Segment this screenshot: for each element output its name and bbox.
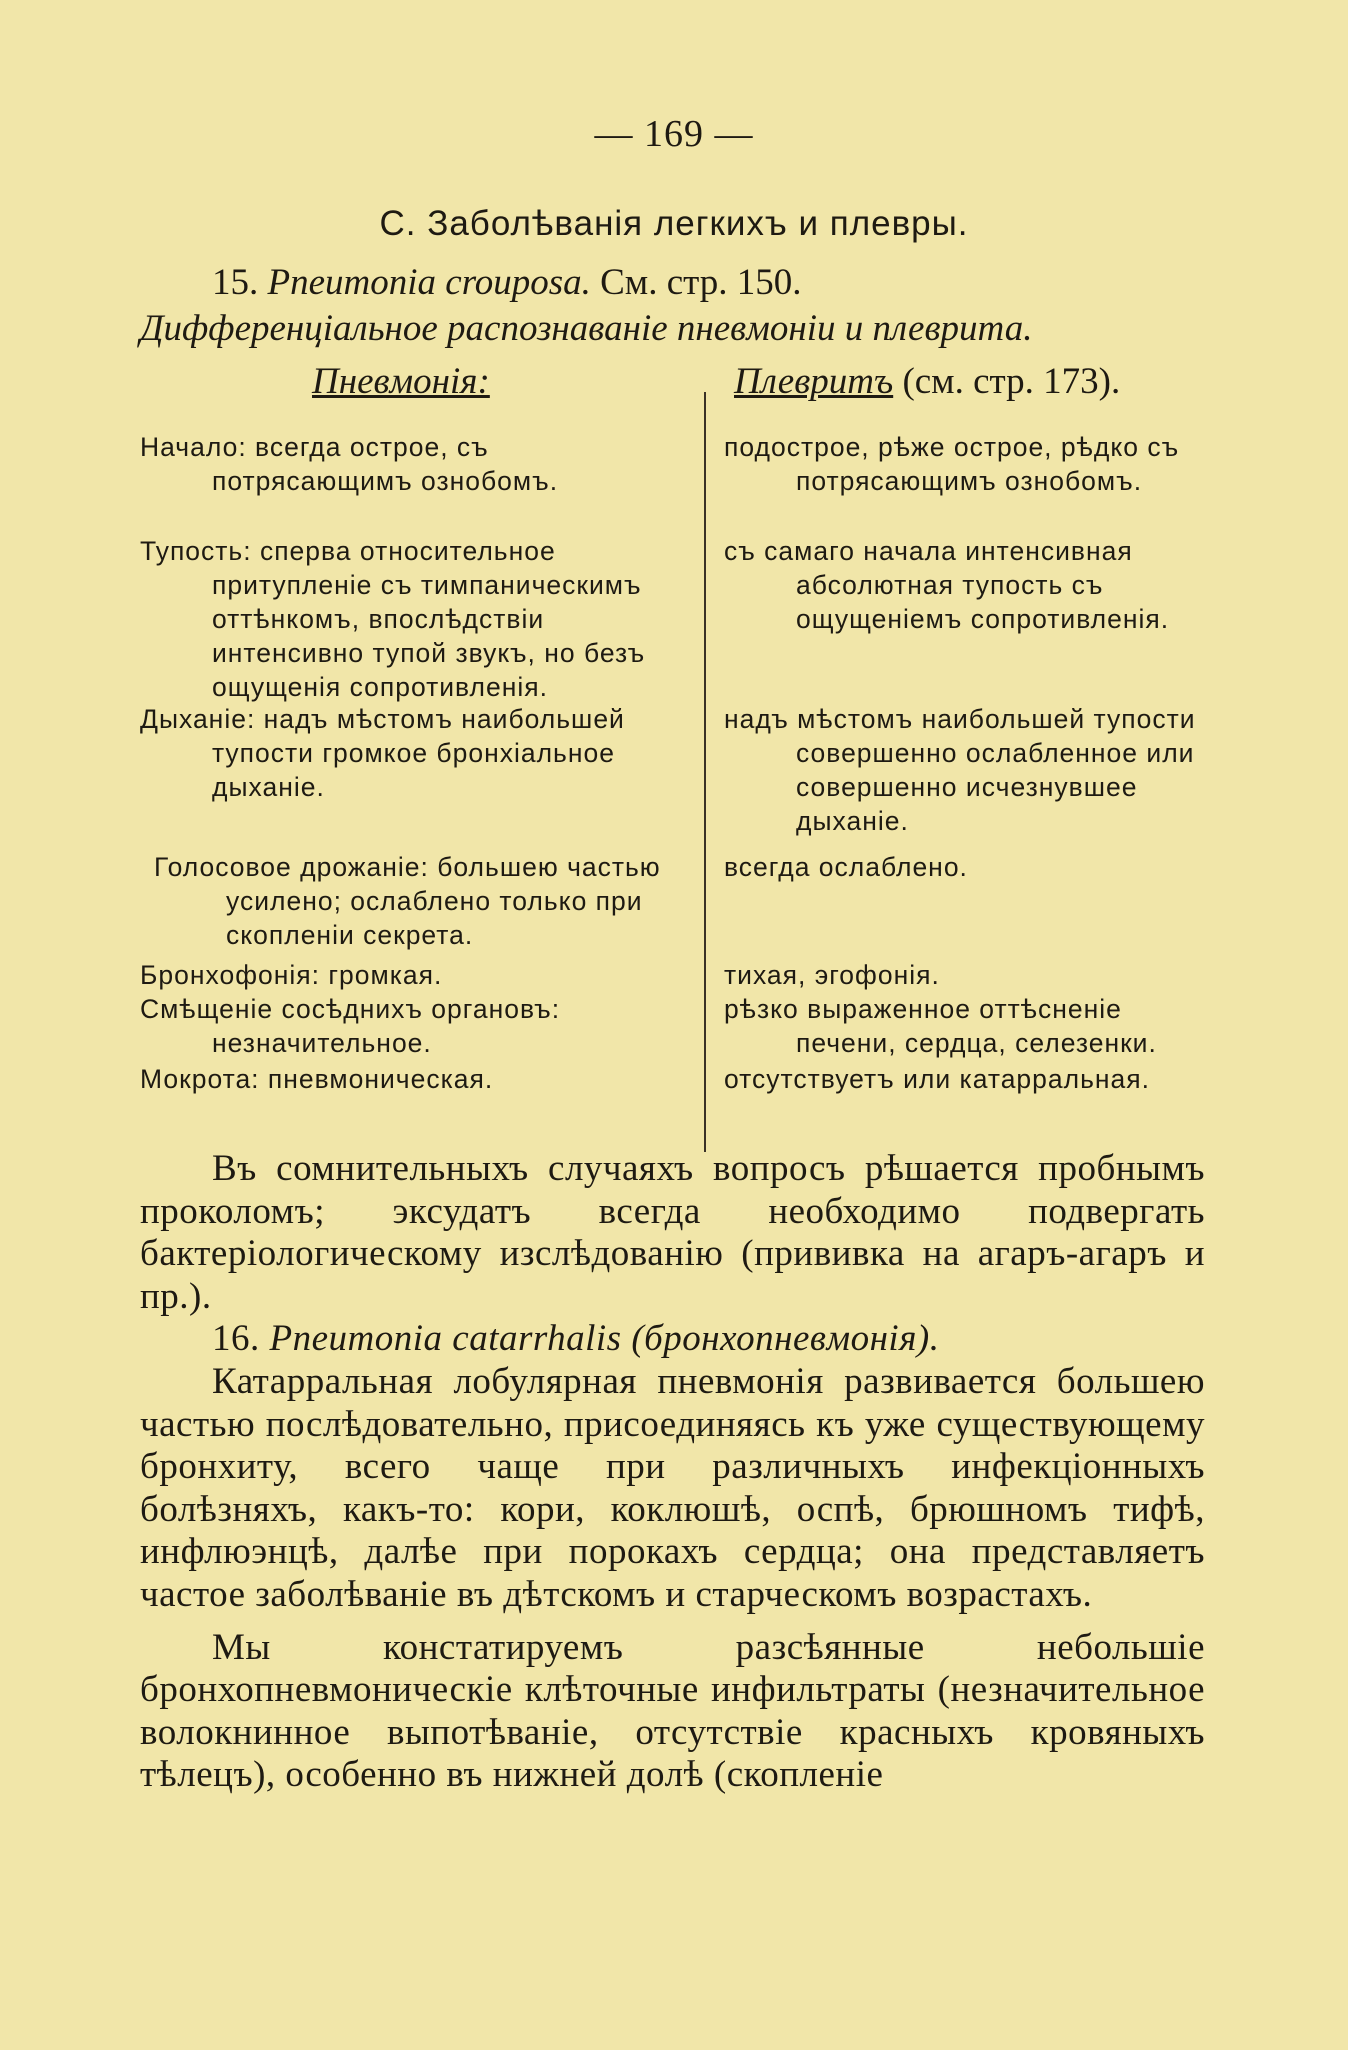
left-row-2: Тупость: сперва относительное притупленіе съ тимпаническимъ оттѣнкомъ, впослѣдствіи интенсивно тупой звукъ, но безъ ощущенія сопротивленія.	[140, 536, 646, 702]
table-right-header-term: Плевритъ	[734, 361, 894, 402]
right-row-3: надъ мѣстомъ наибольшей тупости совершенно ослабленное или совершенно исчезнувшее дыханіе.	[724, 704, 1196, 836]
item-15-heading	[212, 264, 802, 301]
paragraph-2: Катарральная лобулярная пневмонія развивается большею частью послѣдовательно, присоединяясь къ уже существующему бронхиту, всего чаще при различныхъ инфекціонныхъ болѣзняхъ, какъ-то: кори, коклюшѣ, оспѣ, брюшномъ тифѣ, инфлюэнцѣ, далѣе при порокахъ сердца; она представляетъ частое заболѣваніе въ дѣтскомъ и старческомъ возрастахъ.	[140, 1360, 1205, 1615]
item-16-subtitle: (бронхопневмонія).	[631, 1318, 940, 1360]
item-15-title: Pneumonia crouposa.	[267, 262, 591, 303]
column-divider	[704, 392, 706, 1152]
right-row-4: всегда ослаблено.	[724, 852, 968, 882]
left-row-4: Голосовое дрожаніе: большею частью усилено; ослаблено только при скопленіи секрета.	[154, 852, 661, 950]
item-15-ref: См. стр. 150.	[600, 262, 802, 303]
item-15-number: 15.	[212, 262, 259, 303]
item-16-number: 16.	[212, 1318, 260, 1360]
section-heading: C. Заболѣванія легкихъ и плевры.	[379, 204, 969, 243]
body-text	[140, 1148, 1205, 1797]
right-row-6: рѣзко выраженное оттѣсненіе печени, сердца, селезенки.	[724, 994, 1157, 1058]
item-16-heading	[140, 1318, 1205, 1361]
table-left-header: Пневмонія:	[312, 361, 490, 402]
paragraph-3: Мы констатируемъ разсѣянные небольшіе бронхопневмоническіе клѣточные инфильтраты (незначительное волокнинное выпотѣваніе, отсутствіе красныхъ кровяныхъ тѣлецъ), особенно въ нижней долѣ (скопленіе	[140, 1626, 1205, 1796]
left-row-1: Начало: всегда острое, съ потрясающимъ ознобомъ.	[140, 432, 559, 496]
left-row-7: Мокрота: пневмоническая.	[140, 1064, 494, 1094]
left-row-5: Бронхофонія: громкая.	[140, 960, 443, 990]
right-row-2: съ самаго начала интенсивная абсолютная тупость съ ощущеніемъ сопротивленія.	[724, 536, 1170, 634]
item-16-title: Pneumonia catarrhalis	[269, 1318, 622, 1360]
differential-heading: Дифференціальное распознаваніе пневмоніи и плеврита.	[140, 308, 1033, 349]
left-row-3: Дыханіе: надъ мѣстомъ наибольшей тупости громкое бронхіальное дыханіе.	[140, 704, 625, 802]
right-row-5: тихая, эгофонія.	[724, 960, 940, 990]
right-row-7: отсутствуетъ или катарральная.	[724, 1064, 1150, 1094]
table-right-header-ref: (см. стр. 173).	[902, 361, 1121, 402]
paragraph-1: Въ сомнительныхъ случаяхъ вопросъ рѣшается пробнымъ проколомъ; эксудатъ всегда необходимо подвергать бактеріологическому изслѣдованію (прививка на агаръ-агаръ и пр.).	[140, 1148, 1205, 1317]
table-right-header	[734, 360, 1120, 403]
page-number: — 169 —	[594, 113, 754, 155]
right-row-1: подострое, рѣже острое, рѣдко съ потрясающимъ ознобомъ.	[724, 432, 1180, 496]
left-row-6: Смѣщеніе сосѣднихъ органовъ: незначительное.	[140, 994, 561, 1058]
